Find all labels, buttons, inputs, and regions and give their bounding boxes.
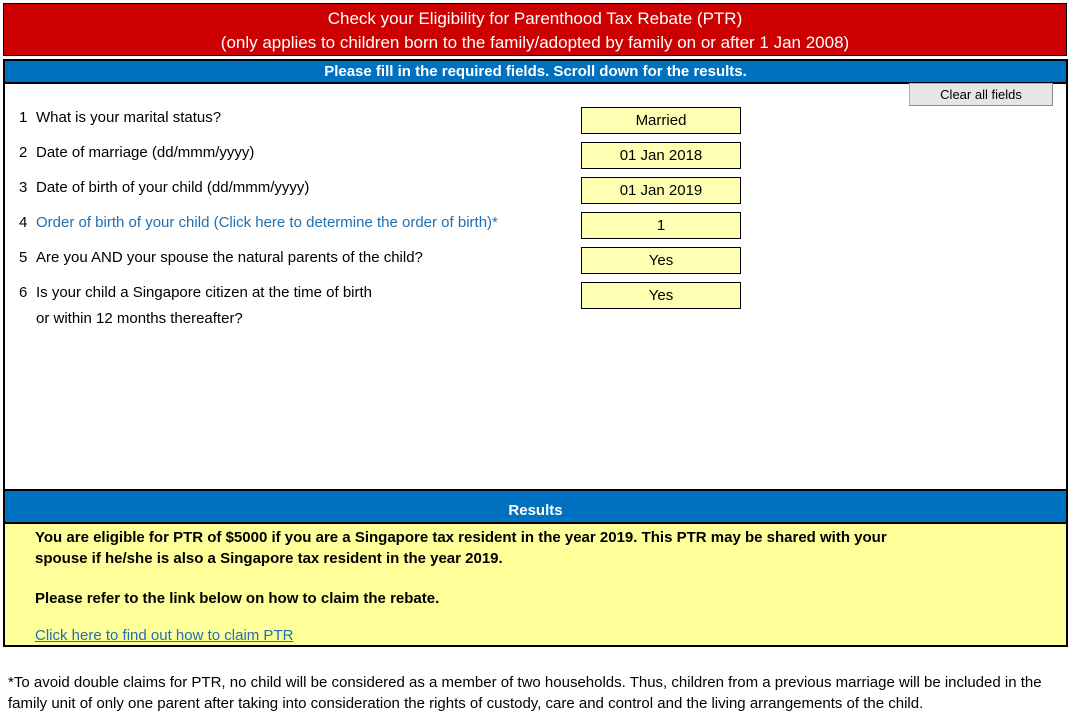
page-header	[3, 3, 1067, 56]
citizenship-field[interactable]: Yes	[581, 282, 741, 309]
question-label: Date of marriage (dd/mmm/yyyy)	[36, 144, 255, 161]
eligibility-result-text: You are eligible for PTR of $5000 if you are a Singapore tax resident in the year 2019. This PTR may be shared with your spouse if he/she is also a Singapore tax resident in the year 2019.	[35, 529, 887, 567]
results-title: Results	[5, 491, 1066, 524]
question-citizenship	[19, 283, 372, 329]
question-marital-status	[19, 108, 221, 128]
question-label: Date of birth of your child (dd/mmm/yyyy)	[36, 179, 310, 196]
claim-instruction-text: Please refer to the link below on how to claim the rebate.	[35, 590, 440, 607]
instruction-bar: Please fill in the required fields. Scroll down for the results.	[5, 61, 1066, 84]
question-date-of-marriage	[19, 143, 254, 163]
question-child-dob	[19, 178, 309, 198]
page-title: Check your Eligibility for Parenthood Tax Rebate (PTR)	[327, 9, 743, 28]
clear-all-fields-button[interactable]: Clear all fields	[909, 83, 1053, 106]
birth-order-field[interactable]: 1	[581, 212, 741, 239]
question-natural-parents	[19, 248, 423, 268]
results-panel	[3, 489, 1068, 647]
question-number: 6	[19, 284, 28, 301]
question-label: Is your child a Singapore citizen at the time of birth	[36, 284, 373, 301]
marital-status-field[interactable]: Married	[581, 107, 741, 134]
question-birth-order	[19, 213, 498, 233]
question-number: 2	[19, 144, 28, 161]
natural-parents-field[interactable]: Yes	[581, 247, 741, 274]
question-label: Are you AND your spouse the natural parents of the child?	[36, 249, 423, 266]
question-number: 3	[19, 179, 28, 196]
question-label: What is your marital status?	[36, 109, 222, 126]
page-subtitle: (only applies to children born to the family/adopted by family on or after 1 Jan 2008)	[220, 33, 850, 52]
birth-order-link[interactable]: Order of birth of your child (Click here to determine the order of birth)*	[36, 214, 498, 231]
question-label-continued: or within 12 months thereafter?	[36, 310, 243, 327]
claim-ptr-link[interactable]: Click here to find out how to claim PTR	[35, 627, 294, 644]
question-number: 4	[19, 214, 28, 231]
child-dob-field[interactable]: 01 Jan 2019	[581, 177, 741, 204]
question-number: 1	[19, 109, 28, 126]
form-panel	[3, 59, 1068, 493]
footnote: *To avoid double claims for PTR, no child will be considered as a member of two households. Thus, children from a previous marriage will be included in the family unit of only one parent after taking into consideration the rights of custody, care and control and the living arrangements of the child.	[8, 674, 1042, 712]
question-number: 5	[19, 249, 28, 266]
date-of-marriage-field[interactable]: 01 Jan 2018	[581, 142, 741, 169]
